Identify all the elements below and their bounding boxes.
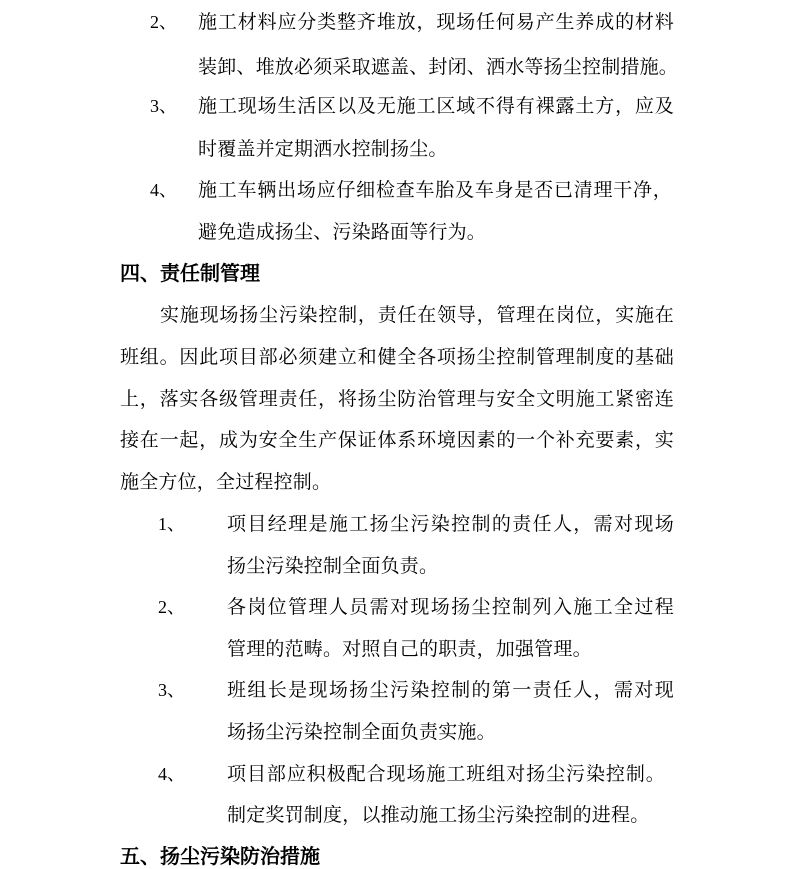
list-item-line: 班组长是现场扬尘污染控制的第一责任人，需对现: [227, 679, 674, 701]
list-item-number: 2、: [158, 597, 185, 617]
paragraph-line: 接在一起，成为安全生产保证体系环境因素的一个补充要素，实: [120, 429, 674, 451]
paragraph-line: 实施现场扬尘污染控制，责任在领导，管理在岗位，实施在: [160, 304, 674, 326]
list-item-line: 装卸、堆放必须采取遮盖、封闭、洒水等扬尘控制措施。: [198, 56, 679, 78]
list-item-line: 施工现场生活区以及无施工区域不得有裸露土方，应及: [198, 95, 674, 117]
section-heading: 四、责任制管理: [120, 261, 260, 285]
list-item-number: 3、: [158, 680, 185, 700]
list-item-number: 1、: [158, 514, 185, 534]
section-heading: 五、扬尘污染防治措施: [120, 844, 320, 868]
list-item-line: 项目部应积极配合现场施工班组对扬尘污染控制。: [227, 763, 665, 785]
list-item-line: 场扬尘污染控制全面负责实施。: [227, 721, 496, 743]
list-item-line: 管理的范畴。对照自己的职责，加强管理。: [227, 638, 592, 660]
paragraph-line: 施全方位，全过程控制。: [120, 471, 332, 493]
list-item-line: 施工车辆出场应仔细检查车胎及车身是否已清理干净，: [198, 179, 672, 201]
list-item-number: 3、: [150, 96, 177, 116]
list-item-number: 2、: [150, 12, 177, 32]
list-item-number: 4、: [150, 180, 177, 200]
paragraph-line: 班组。因此项目部必须建立和健全各项扬尘控制管理制度的基础: [120, 346, 674, 368]
list-item-line: 项目经理是施工扬尘污染控制的责任人，需对现场: [227, 513, 674, 535]
list-item-line: 时覆盖并定期洒水控制扬尘。: [198, 138, 448, 160]
list-item-line: 扬尘污染控制全面负责。: [227, 555, 439, 577]
list-item-line: 施工材料应分类整齐堆放，现场任何易产生养成的材料: [198, 11, 674, 33]
list-item-line: 各岗位管理人员需对现场扬尘控制列入施工全过程: [227, 596, 674, 618]
list-item-number: 4、: [158, 764, 185, 784]
paragraph-line: 上，落实各级管理责任，将扬尘防治管理与安全文明施工紧密连: [120, 388, 674, 410]
list-item-line: 避免造成扬尘、污染路面等行为。: [198, 221, 487, 243]
list-item-line: 制定奖罚制度，以推动施工扬尘污染控制的进程。: [227, 804, 650, 826]
